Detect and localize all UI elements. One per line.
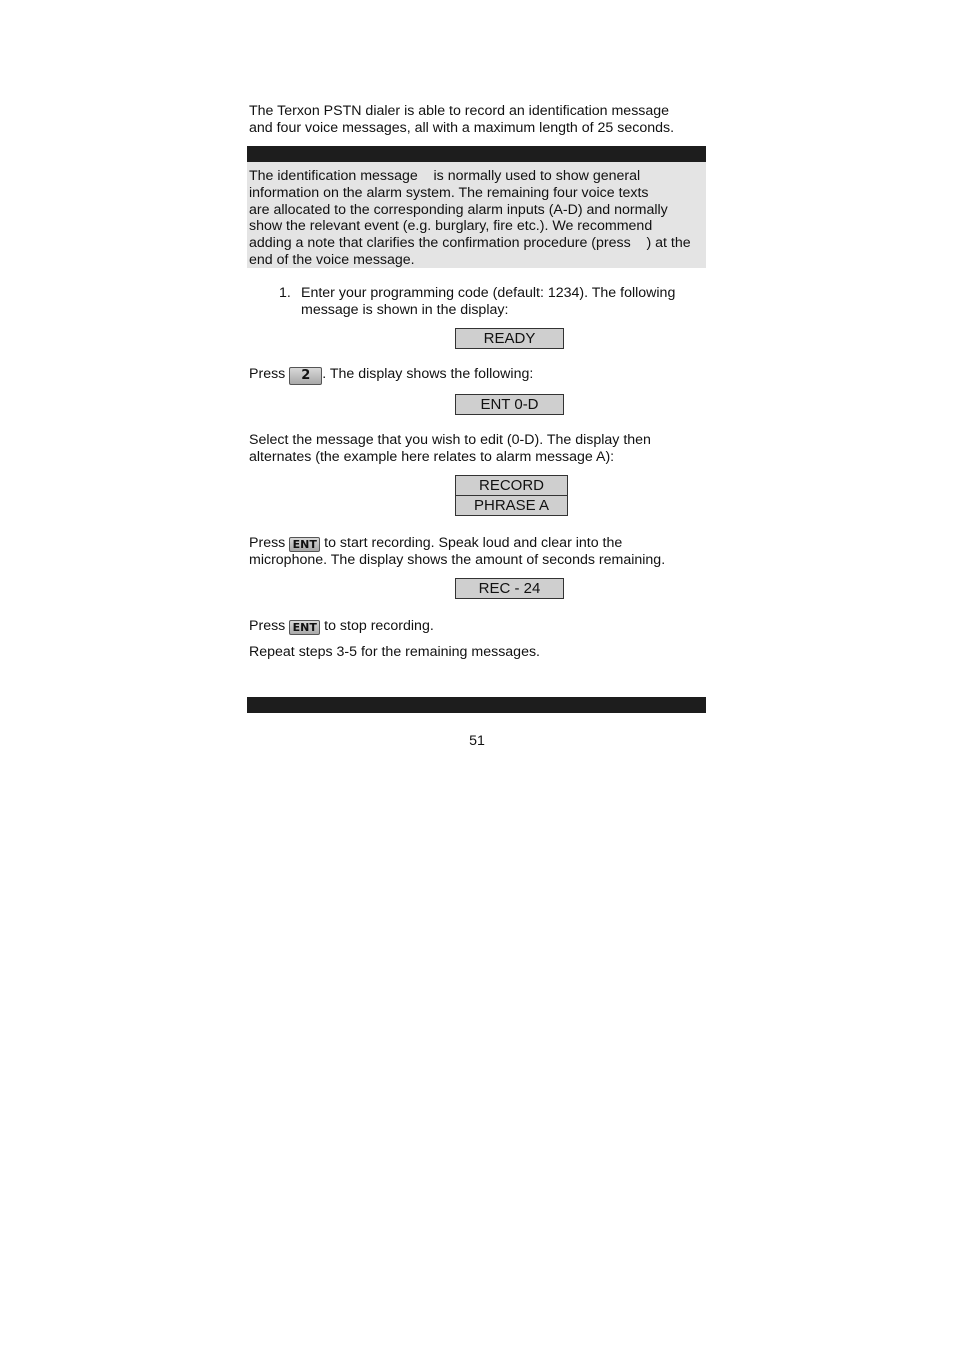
ent-key-icon: ENT bbox=[289, 620, 320, 635]
lcd-display-record: RECORD bbox=[455, 475, 568, 496]
note-line: The identification message is normally used to show general bbox=[249, 168, 641, 184]
note-line: are allocated to the corresponding alarm inputs (A-D) and normally bbox=[249, 201, 668, 218]
note-header-bar bbox=[247, 146, 706, 162]
select-line-2: alternates (the example here relates to alarm message A): bbox=[249, 448, 615, 465]
note-line: information on the alarm system. The remaining four voice texts bbox=[249, 184, 649, 201]
note-text bbox=[249, 168, 701, 269]
press-2-instruction bbox=[249, 366, 709, 385]
lcd-display-phrase: PHRASE A bbox=[455, 495, 568, 516]
select-line-1: Select the message that you wish to edit (0-D). The display then bbox=[249, 432, 651, 448]
step-1-text bbox=[301, 285, 701, 318]
press-ent-start-instruction bbox=[249, 535, 709, 569]
press-ent-stop-instruction bbox=[249, 618, 709, 635]
press-label: Press bbox=[249, 618, 290, 634]
lcd-display-ent: ENT 0-D bbox=[455, 394, 564, 415]
step-1-line-2: message is shown in the display: bbox=[301, 301, 509, 318]
note-line: show the relevant event (e.g. burglary, fire etc.). We recommend bbox=[249, 218, 653, 235]
step-1-line-1: Enter your programming code (default: 1234). The following bbox=[301, 285, 676, 301]
key-2-icon: 2 bbox=[289, 367, 322, 385]
intro-line-1: The Terxon PSTN dialer is able to record an identification message bbox=[249, 103, 670, 119]
intro-paragraph bbox=[249, 103, 709, 136]
step-number: 1. bbox=[279, 285, 291, 301]
select-paragraph bbox=[249, 432, 709, 465]
lcd-display-ready: READY bbox=[455, 328, 564, 349]
press-label: Press bbox=[249, 366, 290, 382]
intro-line-2: and four voice messages, all with a maximum length of 25 seconds. bbox=[249, 119, 675, 136]
lcd-display-rec: REC - 24 bbox=[455, 578, 564, 599]
page-number: 51 bbox=[469, 733, 485, 749]
stop-recording-text: to stop recording. bbox=[320, 618, 434, 634]
start-recording-text: to start recording. Speak loud and clear into the bbox=[320, 535, 623, 551]
repeat-instruction: Repeat steps 3-5 for the remaining messages. bbox=[249, 644, 540, 660]
note-line: end of the voice message. bbox=[249, 251, 415, 268]
note-line: adding a note that clarifies the confirmation procedure (press ) at the bbox=[249, 235, 691, 252]
press-2-text: . The display shows the following: bbox=[322, 366, 534, 382]
start-recording-line-2: microphone. The display shows the amount of seconds remaining. bbox=[249, 552, 666, 568]
press-label: Press bbox=[249, 535, 290, 551]
footer-bar bbox=[247, 697, 706, 713]
ent-key-icon: ENT bbox=[289, 537, 320, 552]
